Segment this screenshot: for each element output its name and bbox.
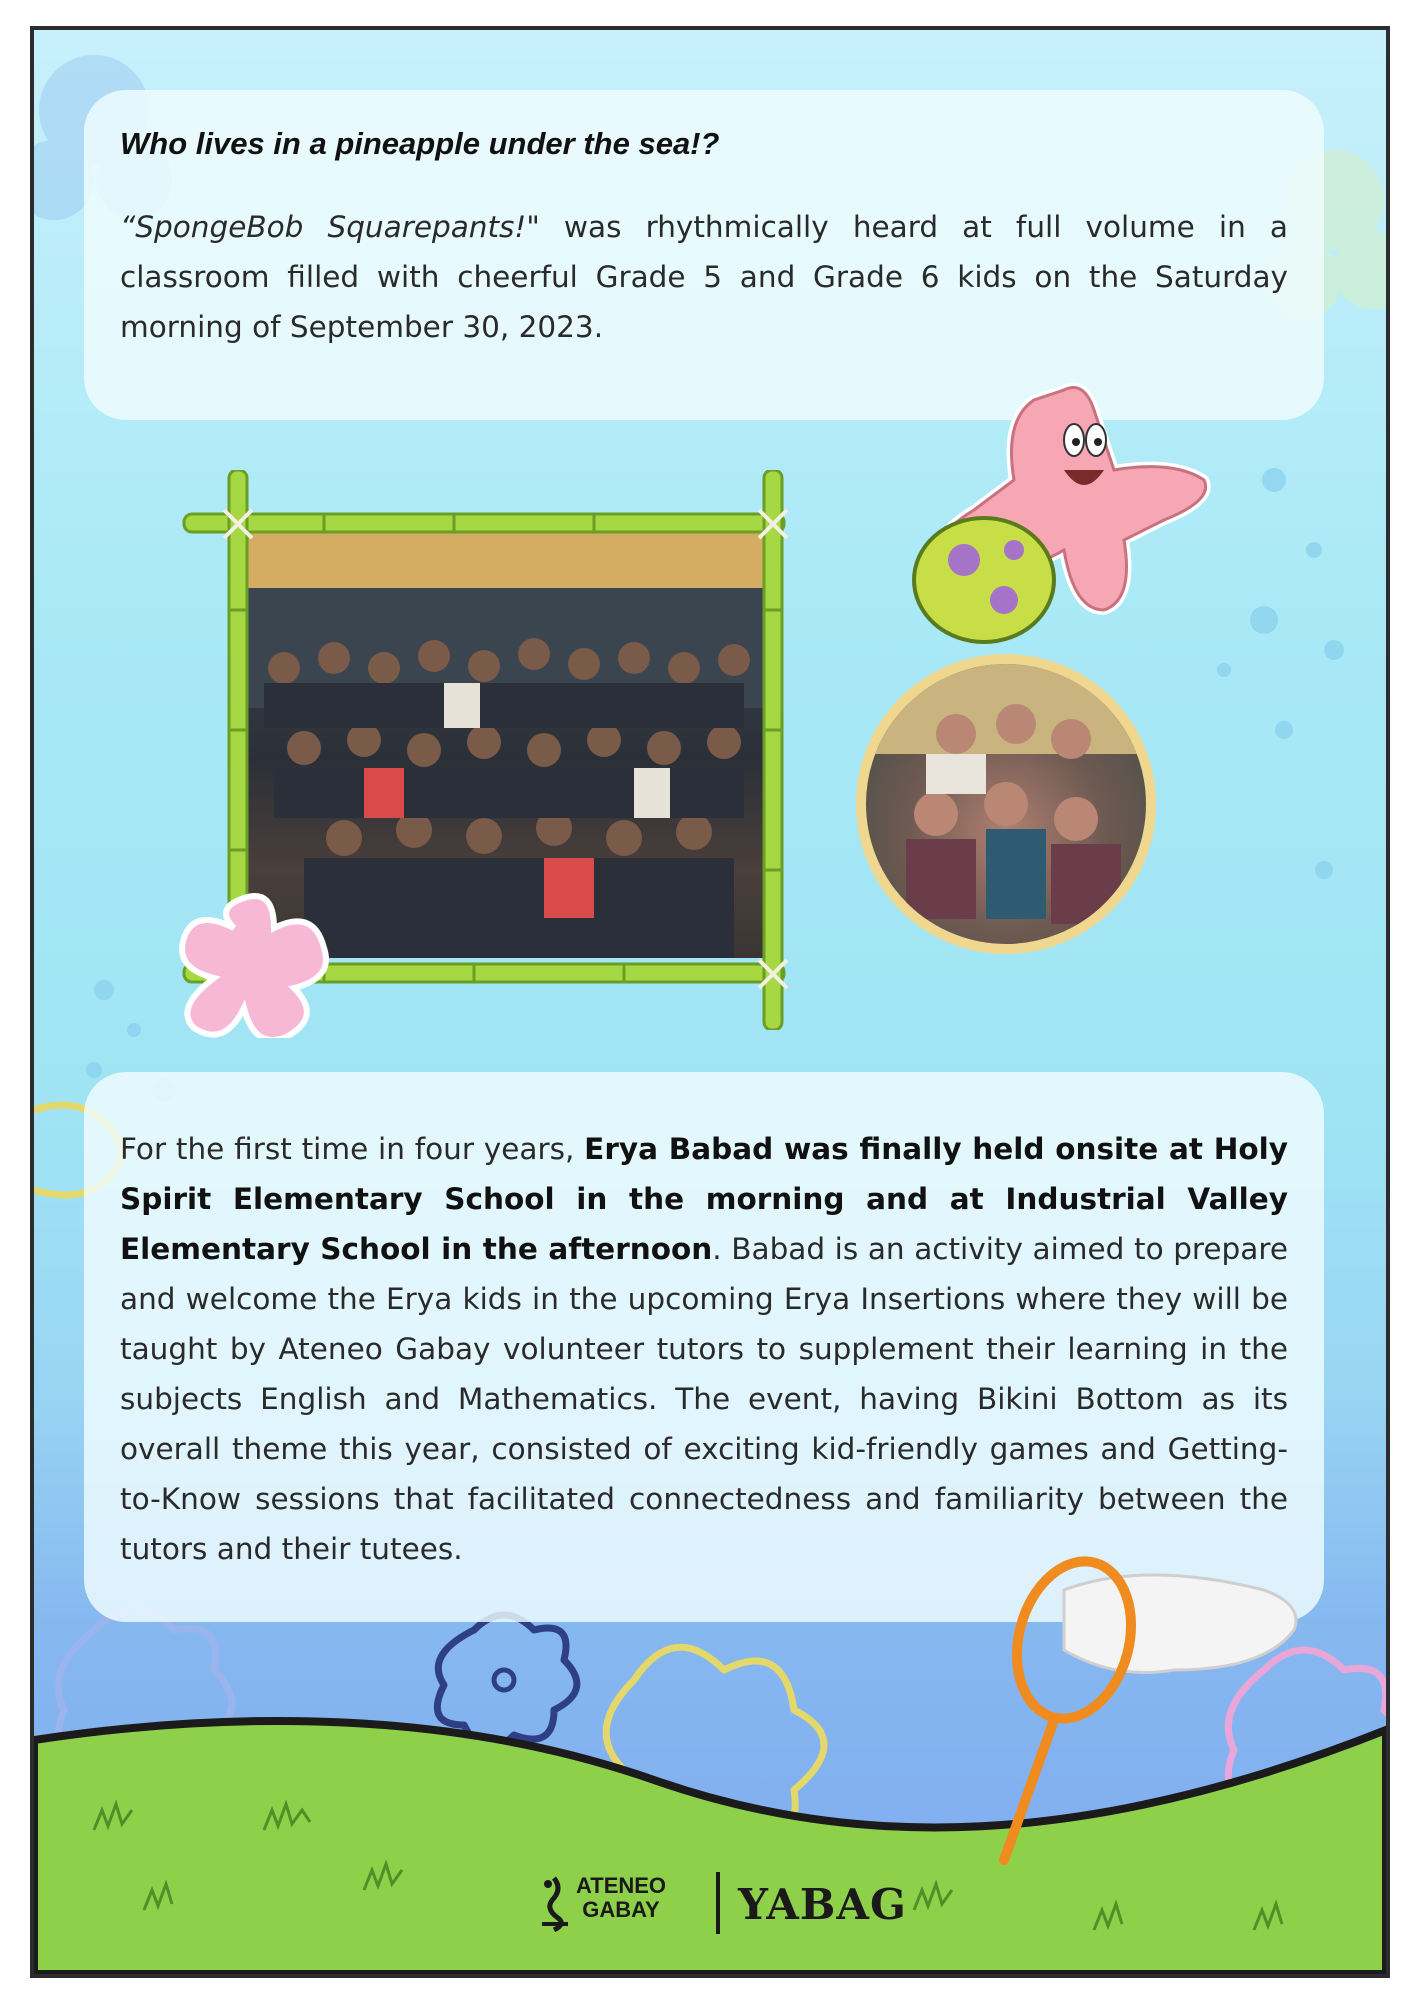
fishing-net-sticker xyxy=(994,1550,1324,1870)
newsletter-page xyxy=(30,26,1390,1978)
intro-body: was rhythmically heard at full volume in a classroom filled with cheerful Grade 5 and Grade 6 kids on the Saturday morning of September 30, 2023. xyxy=(120,210,1288,344)
pink-flower-sticker xyxy=(174,888,334,1038)
intro-heading: Who lives in a pineapple under the sea!? xyxy=(120,126,720,161)
ateneo-gabay-emblem-icon xyxy=(538,1874,572,1932)
patrick-star-sticker xyxy=(864,370,1264,670)
details-paragraph xyxy=(120,1124,1288,1574)
details-lead: For the first time in four years, xyxy=(120,1132,585,1166)
details-bold-highlight: Erya Babad was finally held onsite at Holy Spirit Elementary School in the morning and at Industrial Valley Elementary School in the afternoon xyxy=(120,1132,1288,1266)
footer-logos xyxy=(538,1872,938,1942)
details-body: . Babad is an activity aimed to prepare and welcome the Erya kids in the upcoming Erya Insertions where they will be taught by Ateneo Gabay volunteer tutors to supplement their learning in the subjects English and Mathematics. The event, having Bikini Bottom as its overall theme this year, consisted of exciting kid-friendly games and Getting-to-Know sessions that facilitated connectedness and familiarity between the tutors and their tutees. xyxy=(120,1232,1288,1566)
logo-line-ateneo: ATENEO xyxy=(576,1873,667,1898)
details-card xyxy=(84,1072,1324,1622)
tutors-photo-illustration xyxy=(866,664,1146,944)
logo-separator xyxy=(716,1872,720,1934)
logo-line-gabay: GABAY xyxy=(582,1897,660,1922)
tutors-circle-photo xyxy=(856,654,1156,954)
intro-quote: “SpongeBob Squarepants!" xyxy=(120,210,540,244)
intro-paragraph xyxy=(120,202,1288,352)
ateneo-gabay-logo-text xyxy=(576,1874,666,1922)
yabag-brand: YABAG xyxy=(738,1880,907,1929)
